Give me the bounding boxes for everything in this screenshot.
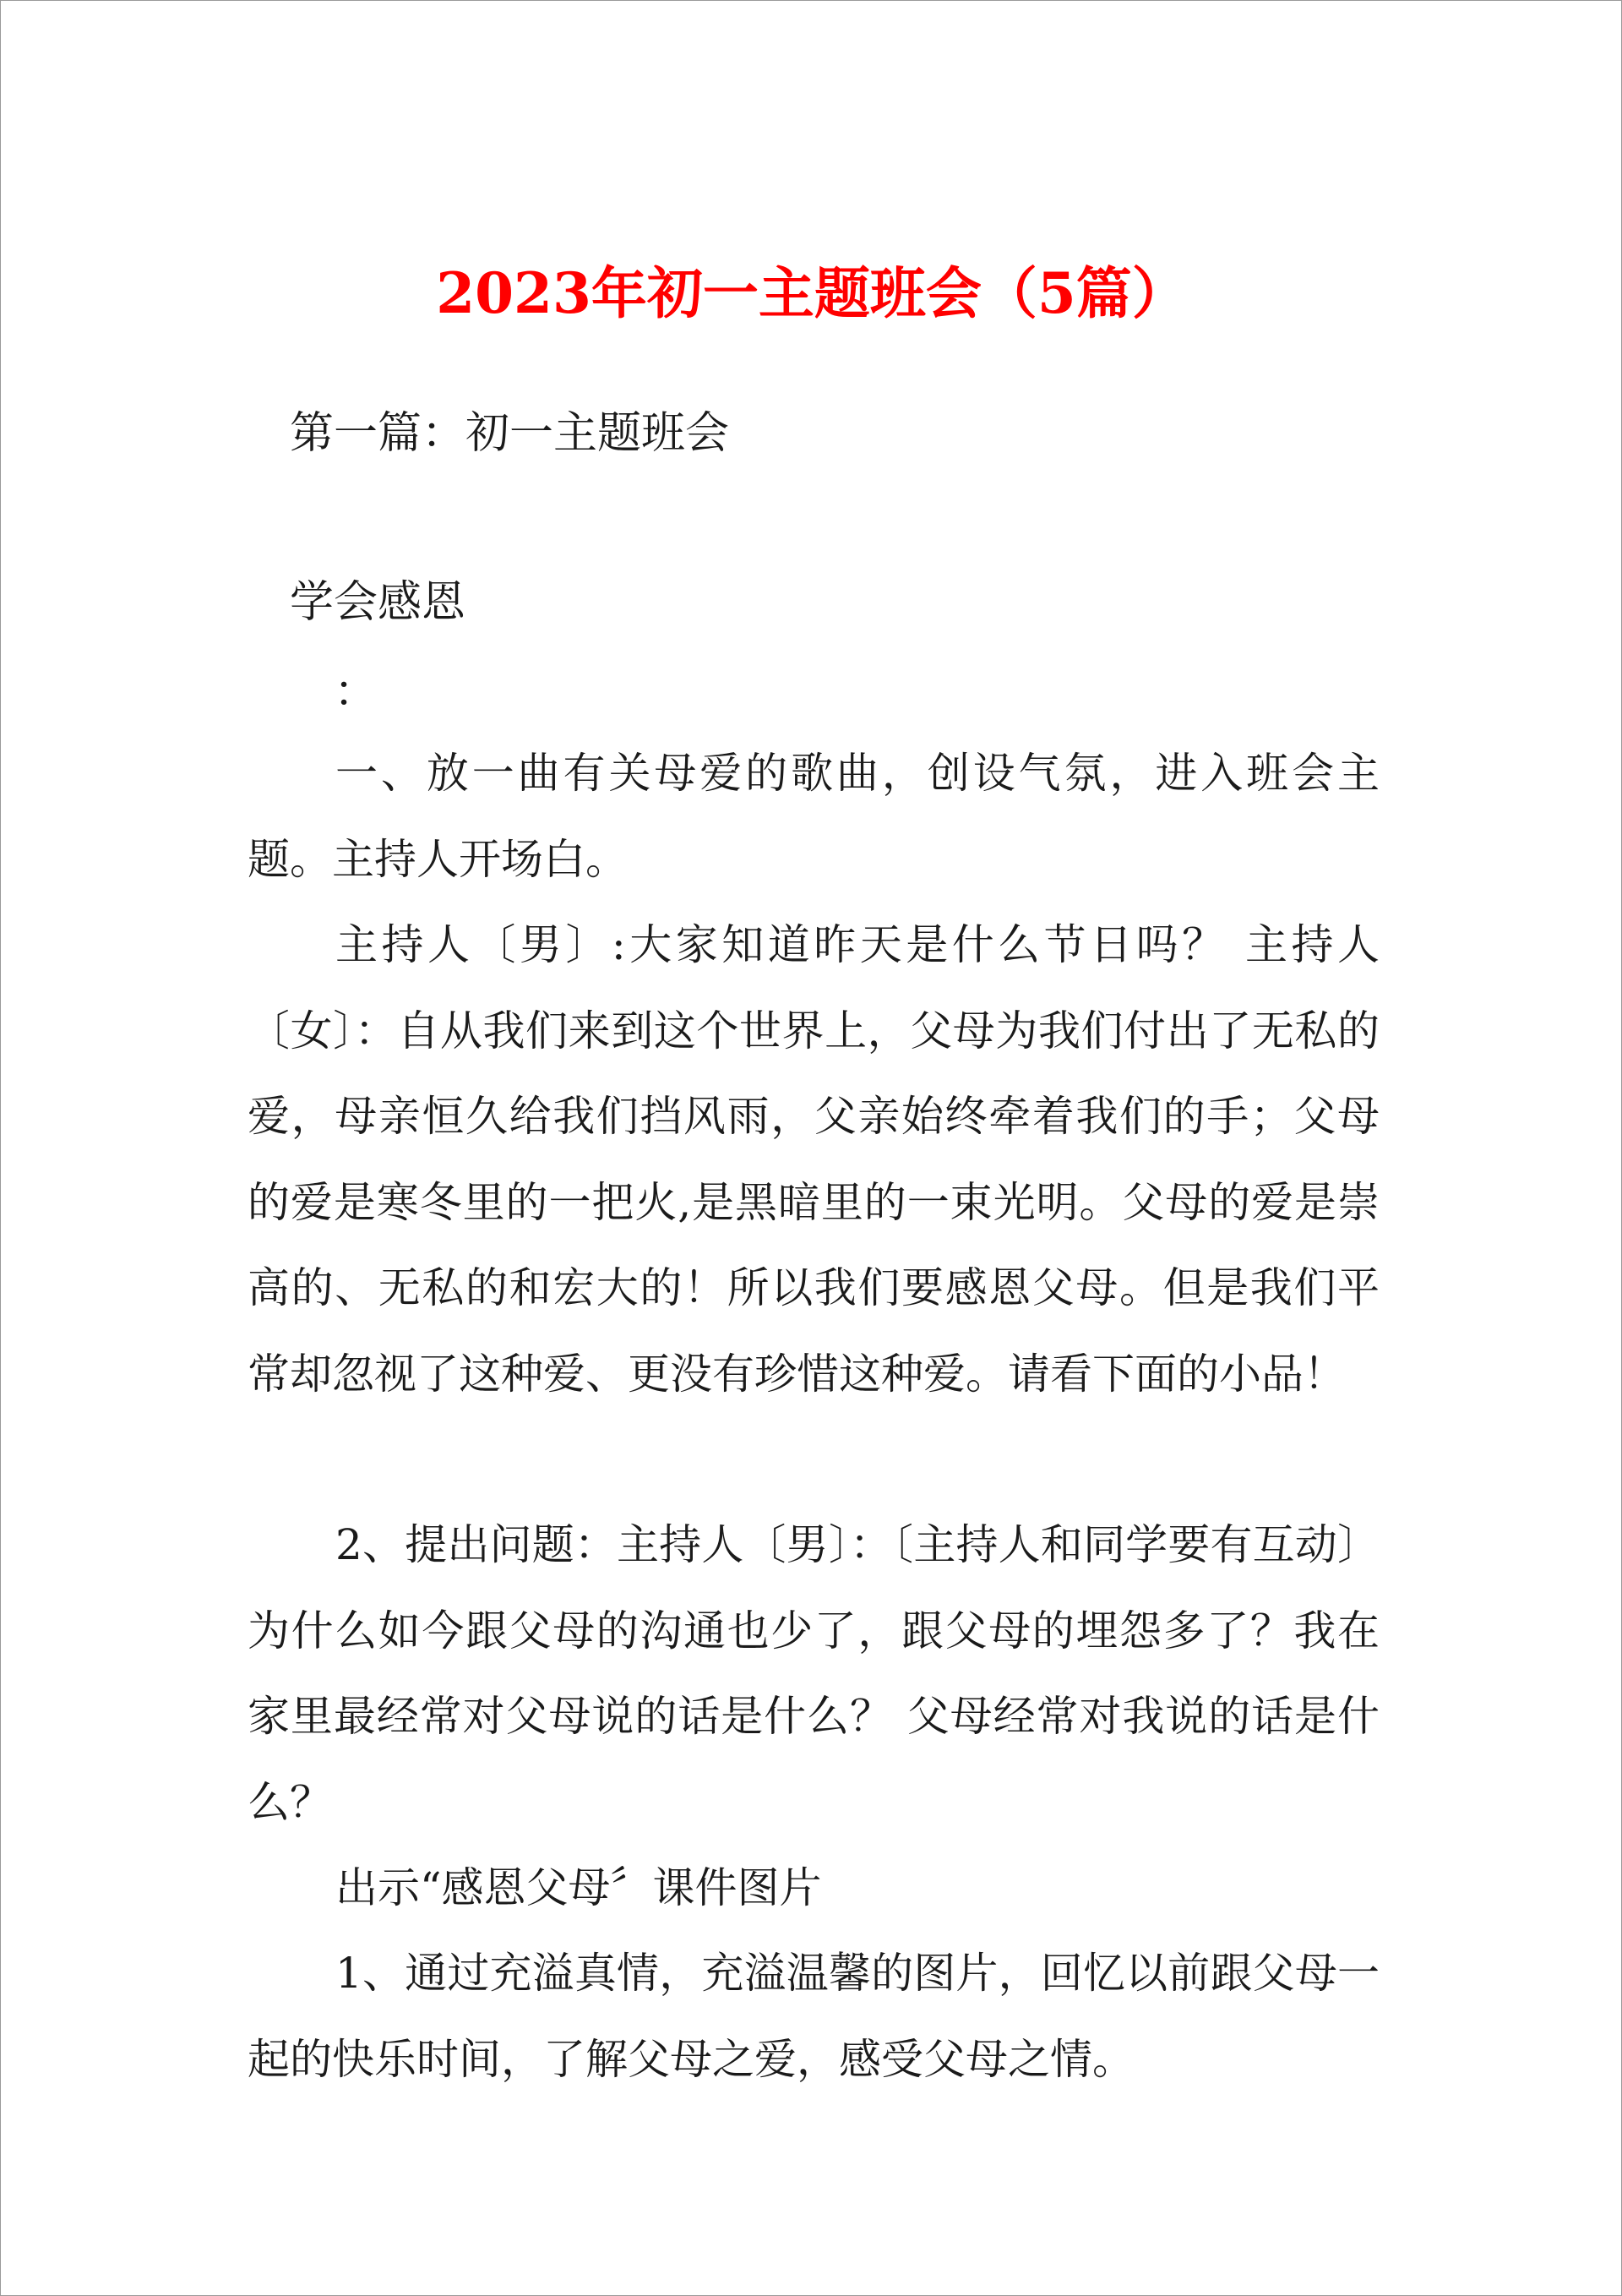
paragraph-courseware: 出示“感恩父母〞课件图片	[335, 1863, 822, 1912]
lesson-subtitle: 学会感恩	[290, 577, 466, 628]
section-heading: 第一篇：初一主题班会	[290, 408, 730, 459]
paragraph-pictures: 1、通过充溢真情，充溢温馨的图片，回忆以前跟父母一起的快乐时间，了解父母之爱，感受父母之情。	[248, 1949, 1380, 2084]
document-title: 2023年初一主题班会（5篇）	[436, 260, 1188, 326]
paragraph-host-opening: 主持人〔男〕:大家知道昨天是什么节日吗？ 主持人〔女〕：自从我们来到这个世界上，父母为我们付出了无私的爱，母亲恒久给我们挡风雨，父亲始终牵着我们的手；父母的爱是寒冬里的一把火,是黑暗里的一束光明。父母的爱是崇高的、无私的和宏大的！所以我们要感恩父母。但是我们平常却忽视了这种爱、更没有珍惜这种爱。请看下面的小品！	[248, 920, 1380, 1399]
paragraph-intro: 一、放一曲有关母爱的歌曲，创设气氛，进入班会主题。主持人开场白。	[248, 749, 1380, 884]
colon-line: ：	[334, 667, 378, 717]
paragraph-questions: 2、提出问题：主持人〔男〕：〔主持人和同学要有互动〕为什么如今跟父母的沟通也少了，跟父母的埋怨多了？我在家里最经常对父母说的话是什么？ 父母经常对我说的话是什么？	[248, 1520, 1380, 1827]
